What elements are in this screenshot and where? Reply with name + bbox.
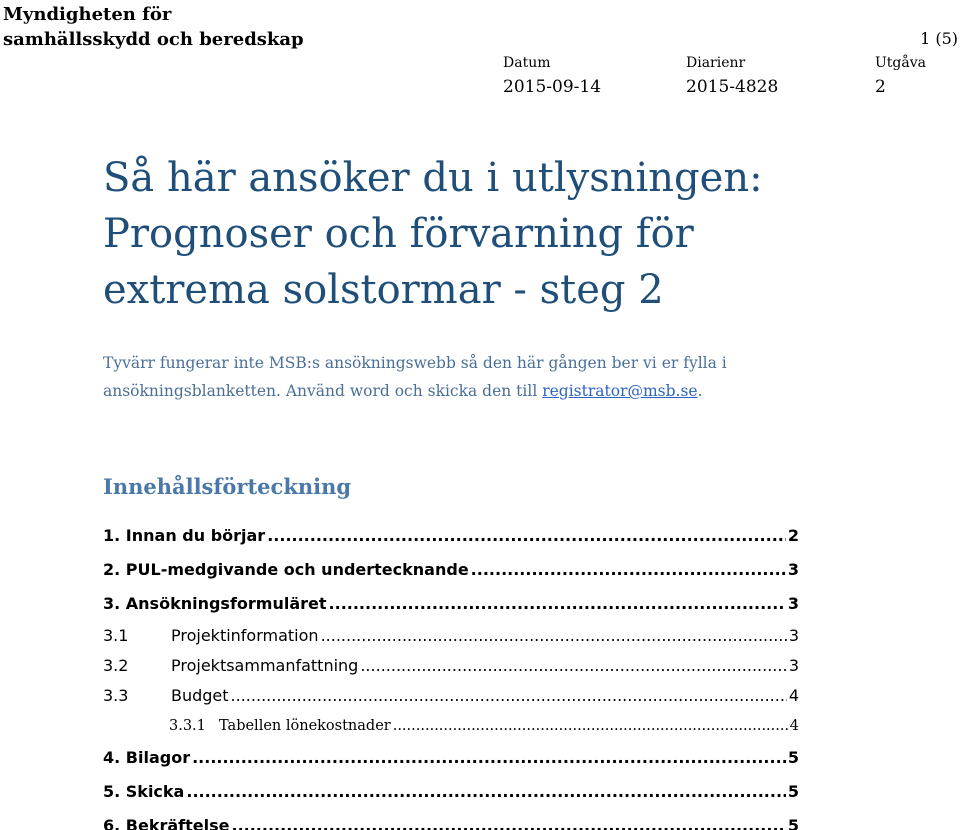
toc-dot-leader [471,553,786,587]
edition-value: 2 [875,77,886,97]
toc-dot-leader [267,519,786,553]
toc-entry[interactable] [103,553,799,587]
toc-entry[interactable] [103,711,799,741]
toc-entry-label: 1. Innan du börjar [103,526,266,545]
title-line-1: Så här ansöker du i utlysningen: [103,155,763,201]
toc-entry-label: Budget [171,686,229,705]
toc-entry[interactable] [103,651,799,681]
toc-entry-number: 3.3 [103,686,129,705]
toc-entry-label: Projektinformation [171,626,319,645]
title-line-2: Prognoser och förvarning för [103,211,694,257]
toc-entry[interactable] [103,519,799,553]
toc-dot-leader [192,741,786,775]
registration-label: Diarienr [686,55,746,71]
title-line-3: extrema solstormar - steg 2 [103,267,664,313]
email-link[interactable]: registrator@msb.se [542,382,698,400]
toc-entry-label: 5. Skicka [103,782,185,801]
toc-entry[interactable] [103,681,799,711]
toc-dot-leader [360,651,786,681]
toc-entry[interactable] [103,621,799,651]
toc-entry[interactable] [103,587,799,621]
table-of-contents [103,519,799,830]
organization-line-2: samhällsskydd och beredskap [3,29,304,50]
intro-line-2 [103,377,903,405]
date-label: Datum [503,55,551,71]
toc-entry-page: 5 [787,748,799,767]
registration-value: 2015-4828 [686,77,779,97]
intro-line-2-end: . [697,382,703,400]
toc-entry-page: 3 [787,594,799,613]
date-block [503,54,601,98]
toc-entry-label: 3. Ansökningsformuläret [103,594,327,613]
toc-entry-page: 5 [787,816,799,830]
toc-entry-page: 3 [788,626,799,645]
intro-line-1: Tyvärr fungerar inte MSB:s ansökningswebb så den här gången ber vi er fylla i [103,354,727,372]
toc-entry[interactable] [103,809,799,830]
date-value: 2015-09-14 [503,77,602,97]
toc-entry-label: 6. Bekräftelse [103,816,230,830]
organization-name [3,2,304,52]
page-number: 1 (5) [920,29,958,48]
toc-entry-page: 2 [787,526,799,545]
toc-dot-leader [231,681,787,711]
toc-entry-page: 4 [788,686,799,705]
registration-block [686,54,778,98]
toc-entry-label: Tabellen lönekostnader [219,718,391,734]
toc-entry-number: 3.3.1 [169,718,206,734]
toc-entry-label: 4. Bilagor [103,748,191,767]
toc-dot-leader [186,775,786,809]
toc-entry-number: 3.1 [103,626,129,645]
organization-line-1: Myndigheten för [3,4,172,25]
intro-line-2-text: ansökningsblanketten. Använd word och skicka den till [103,382,543,400]
document-title [103,150,943,318]
toc-entry-number: 3.2 [103,656,129,675]
edition-block [875,54,926,98]
toc-heading: Innehållsförteckning [103,474,352,499]
toc-entry-page: 3 [788,656,799,675]
toc-entry-page: 5 [787,782,799,801]
intro-paragraph [103,349,903,405]
toc-entry[interactable] [103,741,799,775]
toc-dot-leader [329,587,786,621]
toc-dot-leader [393,711,788,741]
toc-dot-leader [231,809,785,830]
toc-entry-label: 2. PUL-medgivande och undertecknande [103,560,469,579]
toc-entry-page: 3 [787,560,799,579]
toc-entry[interactable] [103,775,799,809]
toc-entry-page: 4 [789,718,799,734]
toc-dot-leader [321,621,787,651]
edition-label: Utgåva [875,55,926,71]
toc-entry-label: Projektsammanfattning [171,656,359,675]
